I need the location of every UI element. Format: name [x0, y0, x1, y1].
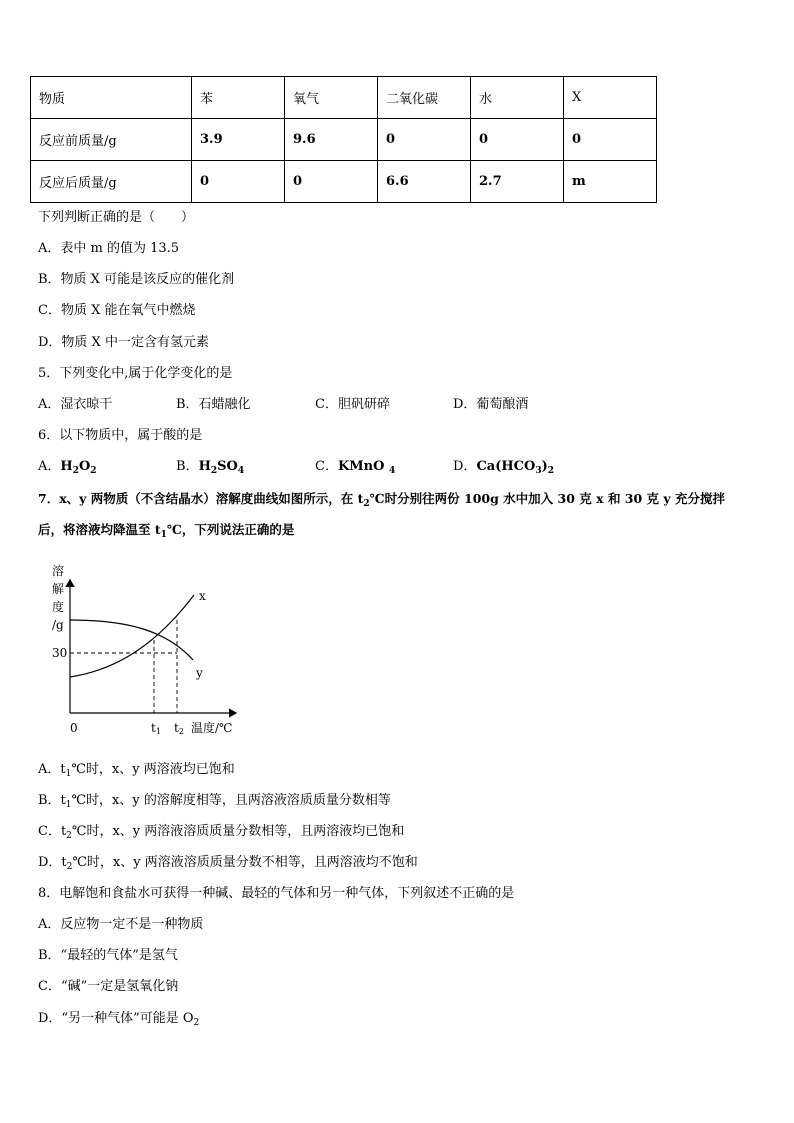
y-axis-label: 解 — [52, 582, 65, 596]
series-y-label: y — [196, 666, 203, 680]
q7-stem-line1 — [38, 491, 725, 512]
option-subscript: 1 — [65, 769, 72, 779]
q6-option-a — [38, 459, 97, 479]
table-row — [31, 161, 657, 203]
table-header-row — [31, 77, 657, 119]
q7-stem-text: 7．x、y 两物质（不含结晶水）溶解度曲线如图所示，在 t — [38, 491, 364, 506]
q8-stem: 8．电解饱和食盐水可获得一种碱、最轻的气体和另一种气体，下列叙述不正确的是 — [38, 886, 515, 901]
formula-subscript: 2 — [547, 466, 554, 476]
table-cell: 0 — [471, 119, 564, 161]
table-cell: 6.6 — [378, 161, 471, 203]
q4-option-a: A．表中 m 的值为 13.5 — [38, 241, 180, 256]
q6-option-b — [176, 459, 244, 479]
formula-text: Ca(HCO — [476, 459, 536, 474]
y-axis-label: /g — [52, 618, 64, 632]
formula-text: SO — [217, 459, 238, 474]
q8-option-b: B．“最轻的气体”是氢气 — [38, 948, 178, 963]
q7-option-b — [38, 793, 391, 813]
option-text: ℃时，x、y 的溶解度相等，且两溶液溶质质量分数相等 — [71, 793, 391, 808]
table-cell: 氧气 — [285, 77, 378, 119]
table-cell: 3.9 — [192, 119, 285, 161]
y-tick-label: 30 — [52, 646, 68, 660]
formula-subscript: 2 — [210, 466, 218, 476]
formula-subscript: 4 — [388, 466, 396, 476]
q6-stem: 6．以下物质中，属于酸的是 — [38, 428, 203, 443]
q5-option-d: D．葡萄酿酒 — [453, 397, 529, 412]
option-text: D．“另一种气体”可能是 O — [38, 1011, 194, 1026]
solubility-curve-graph — [46, 560, 276, 745]
table-cell: 9.6 — [285, 119, 378, 161]
q5-option-c: C．胆矾研碎 — [315, 397, 390, 412]
q5-option-a: A．湿衣晾干 — [38, 397, 113, 412]
formula-subscript: 4 — [237, 466, 245, 476]
table-cell: 0 — [192, 161, 285, 203]
q4-option-b: B．物质 X 可能是该反应的催化剂 — [38, 272, 235, 287]
q6-option-d — [453, 459, 554, 479]
formula-text: KMnO — [337, 459, 389, 474]
q5-stem: 5．下列变化中,属于化学变化的是 — [38, 366, 233, 381]
option-letter: C． — [315, 459, 338, 474]
formula-text: O — [78, 459, 91, 474]
t2-tick-label: t2 — [174, 721, 184, 736]
option-letter: A． — [38, 459, 61, 474]
table-cell: 二氧化碳 — [378, 77, 471, 119]
formula-subscript: 2 — [72, 466, 79, 476]
table-cell: 水 — [471, 77, 564, 119]
option-subscript: 2 — [193, 1018, 200, 1028]
table-cell: 2.7 — [471, 161, 564, 203]
q5-option-b: B．石蜡融化 — [176, 397, 251, 412]
q7-stem-subscript: 2 — [363, 499, 370, 509]
q7-option-d — [38, 855, 418, 875]
table-cell: 0 — [285, 161, 378, 203]
q8-option-a: A．反应物一定不是一种物质 — [38, 917, 204, 932]
y-axis-label: 溶 — [52, 564, 65, 578]
table-cell: 反应后质量/g — [31, 161, 192, 203]
q8-option-c: C．“碱”一定是氢氧化钠 — [38, 979, 179, 994]
formula-subscript: 3 — [535, 466, 542, 476]
option-subscript: 2 — [66, 831, 72, 841]
option-text: A．t — [38, 762, 66, 777]
y-axis-label: 度 — [52, 600, 65, 614]
table-cell: 0 — [378, 119, 471, 161]
formula-subscript: 2 — [90, 466, 97, 476]
q7-option-c — [38, 824, 404, 844]
q7-stem-text: 后，将溶液均降温至 t — [38, 522, 161, 537]
q7-stem-line2 — [38, 522, 294, 543]
table-cell: 苯 — [192, 77, 285, 119]
q4-option-c: C．物质 X 能在氧气中燃烧 — [38, 303, 196, 318]
table-row — [31, 119, 657, 161]
q7-stem-text: ℃时分别往两份 100g 水中加入 30 克 x 和 30 克 y 充分搅拌 — [369, 491, 726, 506]
formula-text: H — [60, 459, 73, 474]
q8-option-d — [38, 1011, 199, 1031]
option-subscript: 1 — [65, 800, 72, 810]
series-x-label: x — [199, 589, 206, 603]
t1-tick-label: t1 — [151, 721, 161, 736]
formula-text: ) — [541, 459, 548, 474]
table-cell: X — [564, 77, 657, 119]
q6-option-c — [315, 459, 395, 479]
table-cell: 物质 — [31, 77, 192, 119]
table-cell: 0 — [564, 119, 657, 161]
option-subscript: 2 — [66, 862, 73, 872]
option-letter: D． — [453, 459, 477, 474]
option-text: D．t — [38, 855, 67, 870]
option-text: B．t — [38, 793, 66, 808]
table-cell: m — [564, 161, 657, 203]
q7-stem-text: ℃，下列说法正确的是 — [166, 522, 295, 537]
x-axis-label: 温度/℃ — [191, 721, 233, 735]
option-text: ℃时，x、y 两溶液均已饱和 — [71, 762, 235, 777]
option-text: C．t — [38, 824, 67, 839]
q4-stem: 下列判断正确的是（ ） — [38, 210, 195, 225]
option-letter: B． — [176, 459, 199, 474]
curve-x — [70, 595, 194, 677]
option-text: ℃时，x、y 两溶液溶质质量分数相等，且两溶液均已饱和 — [71, 824, 405, 839]
q7-stem-subscript: 1 — [160, 530, 167, 540]
formula-text: H — [198, 459, 211, 474]
origin-label: 0 — [70, 721, 78, 735]
q7-option-a — [38, 762, 235, 782]
option-text: ℃时，x、y 两溶液溶质质量分数不相等，且两溶液均不饱和 — [72, 855, 418, 870]
q4-option-d: D．物质 X 中一定含有氢元素 — [38, 335, 209, 350]
table-cell: 反应前质量/g — [31, 119, 192, 161]
mass-table — [30, 76, 657, 203]
